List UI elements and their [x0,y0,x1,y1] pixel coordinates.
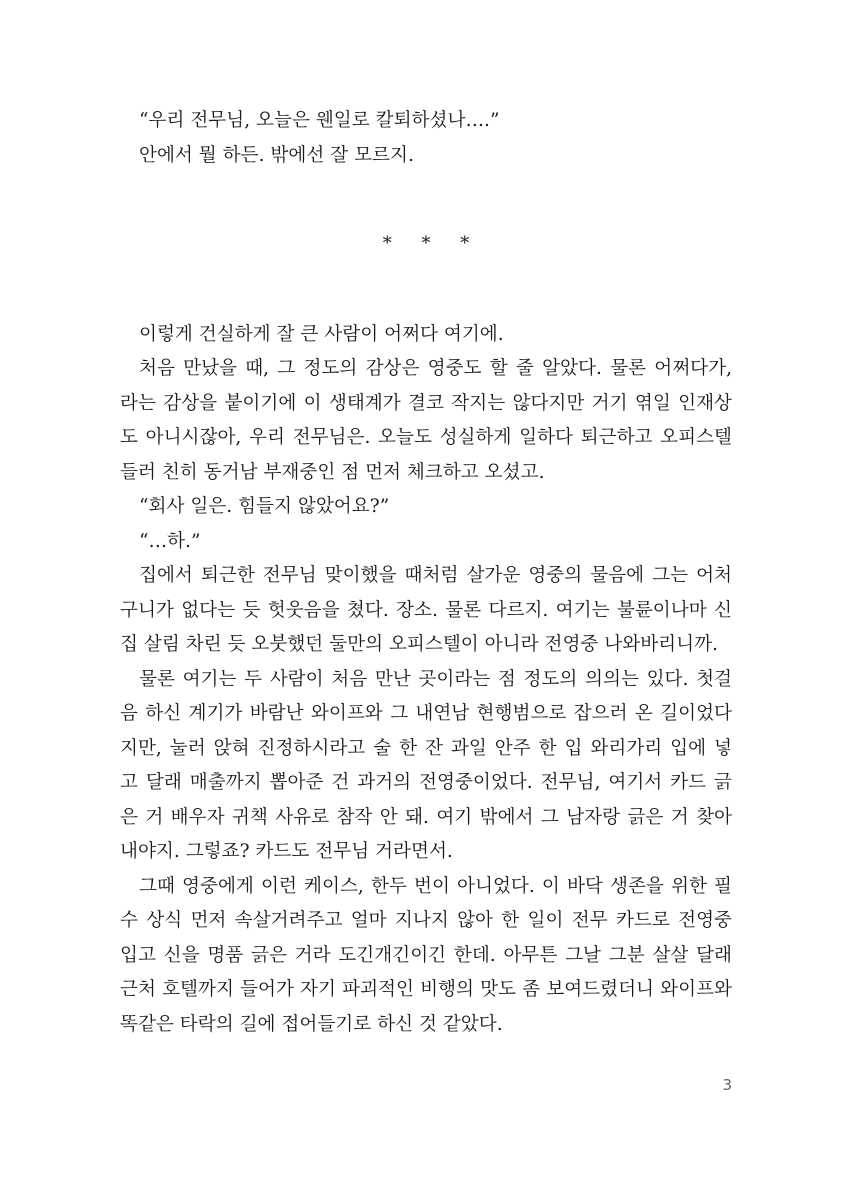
paragraph-line: 입고 신을 명품 긁은 거라 도긴개긴이긴 한데. 아무튼 그날 그분 살살 달래 [120,944,732,966]
page-body [120,104,732,1104]
paragraph-line: 집 살림 차린 듯 오붓했던 둘만의 오피스텔이 아니라 전영중 나와바리니까. [120,634,718,655]
paragraph-line: 근처 호텔까지 들어가 자기 파괴적인 비행의 맛도 좀 보여드렸더니 와이프와 [120,979,732,1000]
page-number: 3 [722,1076,732,1094]
paragraph-line: 은 거 배우자 귀책 사유로 참작 안 돼. 여기 밖에서 그 남자랑 긁은 거 찾아 [120,806,732,828]
spacer [120,280,732,318]
paragraph-line: 지만, 눌러 앉혀 진정하시라고 술 한 잔 과일 안주 한 입 와리가리 입에 넣 [120,737,732,759]
spacer [120,173,732,209]
paragraph-line: 들러 친히 동거남 부재중인 점 먼저 체크하고 오셨고. [120,461,545,483]
paragraph-line: 똑같은 타락의 길에 접어들기로 하신 것 같았다. [120,1013,503,1035]
paragraph-line: 구니가 없다는 듯 헛웃음을 쳤다. 장소. 물론 다르지. 여기는 불륜이나마 신 [120,599,732,621]
paragraph-line: 그때 영중에게 이런 케이스, 한두 번이 아니었다. 이 바닥 생존을 위한 필 [139,875,732,897]
paragraph-line: 음 하신 계기가 바람난 와이프와 그 내연남 현행범으로 잡으러 온 길이었다 [120,703,732,724]
paragraph-line: 안에서 뭘 하든. 밖에선 잘 모르지. [139,144,414,166]
paragraph-line: 고 달래 매출까지 뽑아준 건 과거의 전영중이었다. 전무님, 여기서 카드 긁 [120,772,732,793]
paragraph-line: 처음 만났을 때, 그 정도의 감상은 영중도 할 줄 알았다. 물론 어쩌다가, [139,358,732,379]
paragraph-line: 내야지. 그렇죠? 카드도 전무님 거라면서. [120,841,453,862]
paragraph-line: 물론 여기는 두 사람이 처음 만난 곳이라는 점 정도의 의의는 있다. 첫걸 [139,668,732,690]
scene-break: * * * [382,233,482,254]
paragraph-line: 라는 감상을 붙이기에 이 생태계가 결코 작지는 않다지만 거기 엮일 인재상 [120,392,732,414]
paragraph-line: 이렇게 건실하게 잘 큰 사람이 어쩌다 여기에. [139,323,504,345]
paragraph-line: 수 상식 먼저 속살거려주고 얼마 지나지 않아 한 일이 전무 카드로 전영중 [120,910,732,931]
dialogue-line: “…하.” [139,530,201,552]
paragraph-line: 도 아니시잖아, 우리 전무님은. 오늘도 성실하게 일하다 퇴근하고 오피스텔 [120,427,732,448]
dialogue-line: “회사 일은. 힘들지 않았어요?” [139,496,390,517]
paragraph-line: 집에서 퇴근한 전무님 맞이했을 때처럼 살가운 영중의 물음에 그는 어처 [139,565,732,586]
dialogue-line: “우리 전무님, 오늘은 웬일로 칼퇴하셨나….” [139,110,500,131]
